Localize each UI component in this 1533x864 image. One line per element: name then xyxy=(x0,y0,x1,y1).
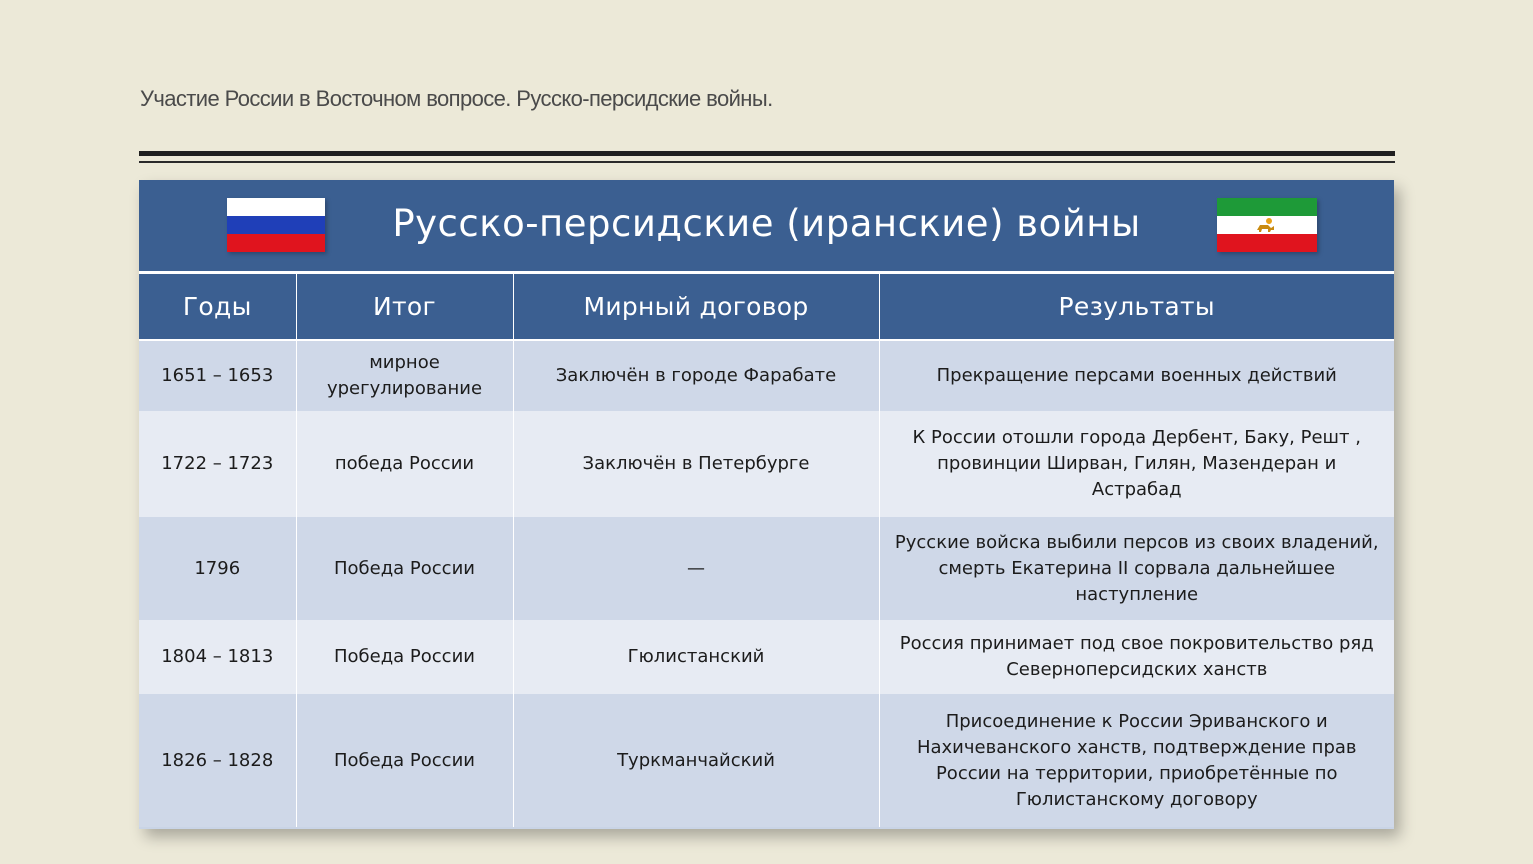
cell-outcome: Победа России xyxy=(296,517,513,620)
cell-years: 1826 – 1828 xyxy=(139,694,296,827)
cell-treaty: Гюлистанский xyxy=(513,620,879,694)
title-divider-thick xyxy=(139,151,1395,156)
cell-treaty: — xyxy=(513,517,879,620)
cell-outcome: победа России xyxy=(296,411,513,517)
cell-treaty: Заключён в городе Фарабате xyxy=(513,340,879,411)
cell-years: 1722 – 1723 xyxy=(139,411,296,517)
slide-title: Участие России в Восточном вопросе. Русско-персидские войны. xyxy=(140,86,773,111)
header-results: Результаты xyxy=(879,274,1394,340)
table-row xyxy=(139,411,1394,517)
table-row xyxy=(139,340,1394,411)
cell-result: Россия принимает под свое покровительство ряд Северноперсидских ханств xyxy=(879,620,1394,694)
cell-result: Русские войска выбили персов из своих владений, смерть Екатерина II сорвала дальнейшее наступление xyxy=(879,517,1394,620)
cell-outcome: мирное урегулирование xyxy=(296,340,513,411)
cell-years: 1796 xyxy=(139,517,296,620)
cell-outcome: Победа России xyxy=(296,694,513,827)
cell-result: Прекращение персами военных действий xyxy=(879,340,1394,411)
table-row xyxy=(139,694,1394,827)
header-years: Годы xyxy=(139,274,296,340)
table-header-row xyxy=(139,274,1394,340)
header-treaty: Мирный договор xyxy=(513,274,879,340)
wars-table-panel xyxy=(139,180,1394,829)
cell-outcome: Победа России xyxy=(296,620,513,694)
header-outcome: Итог xyxy=(296,274,513,340)
title-divider-thin xyxy=(139,161,1395,163)
lion-and-sun-icon xyxy=(1255,217,1277,233)
cell-treaty: Заключён в Петербурге xyxy=(513,411,879,517)
cell-result: Присоединение к России Эриванского и Нахичеванского ханств, подтверждение прав России на территории, приобретённые по Гюлистанскому договору xyxy=(879,694,1394,827)
table-banner xyxy=(139,180,1394,271)
cell-treaty: Туркманчайский xyxy=(513,694,879,827)
table-row xyxy=(139,517,1394,620)
cell-years: 1651 – 1653 xyxy=(139,340,296,411)
wars-table xyxy=(139,274,1394,827)
iran-flag-icon xyxy=(1217,198,1317,252)
cell-result: К России отошли города Дербент, Баку, Решт , провинции Ширван, Гилян, Мазендеран и Астрабад xyxy=(879,411,1394,517)
table-title: Русско-персидские (иранские) войны xyxy=(392,202,1141,245)
cell-years: 1804 – 1813 xyxy=(139,620,296,694)
table-row xyxy=(139,620,1394,694)
